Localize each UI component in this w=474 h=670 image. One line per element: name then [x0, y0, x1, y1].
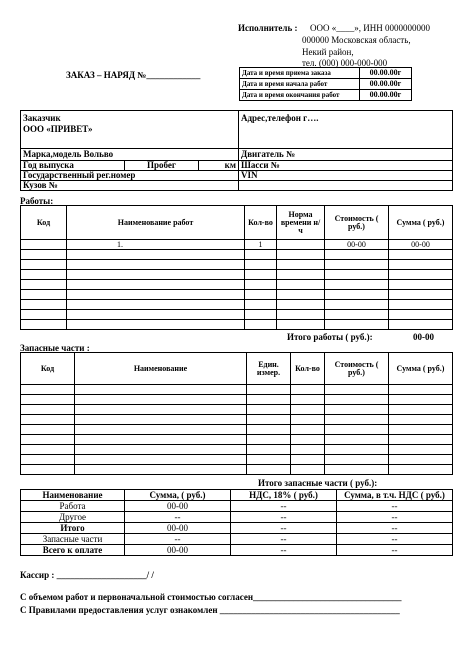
- summary-sum-cell: 00-00: [125, 545, 231, 556]
- empty-cell: [75, 455, 247, 465]
- parts-header-code: Код: [21, 353, 75, 385]
- empty-cell: [21, 435, 75, 445]
- empty-cell: [67, 310, 245, 320]
- table-row: [21, 240, 453, 250]
- empty-cell: [389, 415, 453, 425]
- empty-cell: [291, 385, 325, 395]
- parts-header-sum: Сумма ( руб.): [389, 353, 453, 385]
- cashier-line: Кассир : ____________________/ /: [20, 570, 154, 580]
- empty-cell: [325, 300, 389, 310]
- table-row: [21, 250, 453, 260]
- dates-table: [239, 67, 412, 101]
- table-row: [21, 465, 453, 475]
- empty-cell: [277, 280, 325, 290]
- works-total-value: 00-00: [413, 332, 434, 342]
- empty-cell: [247, 445, 291, 455]
- empty-cell: [67, 260, 245, 270]
- works-header-norm: Норма времени н/ч: [277, 206, 325, 240]
- summary-table: [20, 489, 453, 556]
- summary-name-cell: Работа: [21, 501, 125, 512]
- empty-cell: [67, 250, 245, 260]
- summary-sum-cell: 00-00: [125, 523, 231, 534]
- summary-header-vat: НДС, 18% ( руб.): [231, 490, 337, 501]
- empty-cell: [325, 395, 389, 405]
- table-row: [21, 523, 453, 534]
- empty-cell: [389, 250, 453, 260]
- summary-name-cell: Запасные части: [21, 534, 125, 545]
- summary-total-cell: --: [337, 501, 453, 512]
- empty-cell: [325, 320, 389, 330]
- summary-name-cell: Другое: [21, 512, 125, 523]
- empty-cell: [389, 280, 453, 290]
- customer-name: ООО «ПРИВЕТ»: [23, 124, 93, 134]
- works-row1-cost: 00-00: [325, 240, 389, 250]
- empty-cell: [325, 465, 389, 475]
- empty-cell: [389, 300, 453, 310]
- summary-total-cell: --: [337, 534, 453, 545]
- empty-cell: [277, 250, 325, 260]
- empty-cell: [21, 445, 75, 455]
- empty-cell: [325, 435, 389, 445]
- empty-cell: [325, 385, 389, 395]
- table-row: [21, 405, 453, 415]
- empty-cell: [389, 290, 453, 300]
- empty-cell: [277, 310, 325, 320]
- empty-cell: [389, 425, 453, 435]
- parts-section-label: Запасные части :: [20, 343, 90, 353]
- summary-name-cell: Итого: [21, 523, 125, 534]
- parts-header-cost: Стоимость ( руб.): [325, 353, 389, 385]
- table-row: [21, 280, 453, 290]
- empty-cell: [277, 300, 325, 310]
- table-row: [21, 435, 453, 445]
- empty-cell: [389, 395, 453, 405]
- agree-line: С объемом работ и первоначальной стоимостью согласен_________________________________: [20, 592, 402, 602]
- empty-cell: [389, 385, 453, 395]
- empty-cell: [245, 320, 277, 330]
- empty-cell: [247, 385, 291, 395]
- vehicle-year: Год выпуска: [21, 161, 125, 171]
- table-row: [21, 415, 453, 425]
- table-row: [21, 445, 453, 455]
- date-end-value: 00.00.00г: [360, 90, 412, 101]
- empty-cell: [21, 280, 67, 290]
- empty-cell: [245, 260, 277, 270]
- empty-cell: [21, 465, 75, 475]
- table-row: [21, 395, 453, 405]
- empty-cell: [245, 250, 277, 260]
- summary-vat-cell: --: [231, 545, 337, 556]
- empty-cell: [21, 415, 75, 425]
- executor-line4: тел. (000) 000-000-000: [302, 58, 388, 68]
- date-start-label: Дата и время начала работ: [240, 79, 360, 90]
- table-row: [21, 455, 453, 465]
- summary-total-cell: --: [337, 523, 453, 534]
- executor-line1: ООО «____», ИНН 0000000000: [310, 23, 430, 33]
- empty-cell: [291, 395, 325, 405]
- date-received-label: Дата и время приема заказа: [240, 68, 360, 79]
- empty-cell: [291, 425, 325, 435]
- vehicle-reg-number: Государственный рег.номер: [21, 171, 239, 181]
- table-row: [21, 425, 453, 435]
- works-table: [20, 205, 453, 330]
- empty-cell: [389, 320, 453, 330]
- empty-cell: [245, 300, 277, 310]
- empty-cell: [325, 260, 389, 270]
- empty-cell: [75, 425, 247, 435]
- empty-cell: [325, 455, 389, 465]
- vehicle-mileage: Пробег: [125, 161, 199, 171]
- empty-cell: [325, 290, 389, 300]
- rules-line: С Правилами предоставления услуг ознакомлен ________________________________________: [20, 605, 400, 615]
- empty-cell: [21, 300, 67, 310]
- summary-sum-cell: 00-00: [125, 501, 231, 512]
- works-header-qty: Кол-во: [245, 206, 277, 240]
- empty-cell: [325, 415, 389, 425]
- summary-total-cell: --: [337, 512, 453, 523]
- summary-vat-cell: --: [231, 512, 337, 523]
- empty-cell: [239, 181, 453, 191]
- empty-cell: [247, 415, 291, 425]
- works-header-name: Наименование работ: [67, 206, 245, 240]
- empty-cell: [247, 435, 291, 445]
- empty-cell: [247, 465, 291, 475]
- works-header-sum: Сумма ( руб.): [389, 206, 453, 240]
- table-row: [21, 260, 453, 270]
- executor-line3: Некий район,: [302, 47, 354, 57]
- table-row: [21, 290, 453, 300]
- vehicle-body: Кузов №: [21, 181, 239, 191]
- date-start-value: 00.00.00г: [360, 79, 412, 90]
- summary-sum-cell: --: [125, 512, 231, 523]
- date-end-label: Дата и время окончания работ: [240, 90, 360, 101]
- empty-cell: [325, 310, 389, 320]
- table-row: [21, 545, 453, 556]
- empty-cell: [277, 260, 325, 270]
- empty-cell: [325, 405, 389, 415]
- empty-cell: [21, 250, 67, 260]
- works-section-label: Работы:: [20, 196, 54, 206]
- empty-cell: [245, 310, 277, 320]
- empty-cell: [389, 270, 453, 280]
- table-row: [21, 270, 453, 280]
- table-row: [21, 310, 453, 320]
- empty-cell: [291, 435, 325, 445]
- executor-line2: 000000 Московская область,: [302, 35, 411, 45]
- empty-cell: [277, 270, 325, 280]
- empty-cell: [245, 290, 277, 300]
- parts-total-label: Итого запасные части ( руб.):: [258, 478, 378, 488]
- summary-vat-cell: --: [231, 501, 337, 512]
- empty-cell: [21, 425, 75, 435]
- vehicle-km: км: [199, 161, 239, 171]
- empty-cell: [277, 290, 325, 300]
- empty-cell: [389, 465, 453, 475]
- customer-vehicle-table: [20, 110, 453, 191]
- vehicle-make-model: Марка,модель Вольво: [21, 149, 239, 161]
- vehicle-vin: VIN: [239, 171, 453, 181]
- summary-vat-cell: --: [231, 534, 337, 545]
- empty-cell: [247, 425, 291, 435]
- empty-cell: [75, 465, 247, 475]
- empty-cell: [247, 395, 291, 405]
- customer-cell: [21, 111, 239, 149]
- works-row1-qty: 1: [245, 240, 277, 250]
- empty-cell: [291, 415, 325, 425]
- summary-vat-cell: --: [231, 523, 337, 534]
- empty-cell: [389, 445, 453, 455]
- empty-cell: [21, 270, 67, 280]
- empty-cell: [245, 270, 277, 280]
- empty-cell: [67, 270, 245, 280]
- empty-cell: [389, 260, 453, 270]
- empty-cell: [389, 405, 453, 415]
- empty-cell: [21, 405, 75, 415]
- empty-cell: [21, 310, 67, 320]
- empty-cell: [291, 445, 325, 455]
- empty-cell: [21, 290, 67, 300]
- works-row1-name: 1.: [67, 240, 245, 250]
- order-title: ЗАКАЗ – НАРЯД №____________: [66, 70, 201, 80]
- table-row: [21, 501, 453, 512]
- works-row1-sum: 00-00: [389, 240, 453, 250]
- empty-cell: [245, 280, 277, 290]
- empty-cell: [21, 320, 67, 330]
- table-row: [21, 385, 453, 395]
- empty-cell: [67, 280, 245, 290]
- empty-cell: [291, 405, 325, 415]
- empty-cell: [75, 415, 247, 425]
- empty-cell: [277, 320, 325, 330]
- empty-cell: [325, 445, 389, 455]
- table-row: [21, 320, 453, 330]
- empty-cell: [21, 395, 75, 405]
- empty-cell: [75, 405, 247, 415]
- works-total-label: Итого работы ( руб.):: [287, 332, 373, 342]
- table-row: [21, 534, 453, 545]
- address-cell: Адрес,телефон г….: [239, 111, 453, 149]
- empty-cell: [389, 455, 453, 465]
- empty-cell: [75, 445, 247, 455]
- summary-sum-cell: --: [125, 534, 231, 545]
- vehicle-engine: Двигатель №: [239, 149, 453, 161]
- empty-cell: [247, 405, 291, 415]
- summary-header-total: Сумма, в т.ч. НДС ( руб.): [337, 490, 453, 501]
- summary-header-name: Наименование: [21, 490, 125, 501]
- parts-header-qty: Кол-во: [291, 353, 325, 385]
- empty-cell: [291, 455, 325, 465]
- empty-cell: [389, 310, 453, 320]
- empty-cell: [67, 300, 245, 310]
- empty-cell: [325, 280, 389, 290]
- empty-cell: [21, 455, 75, 465]
- customer-label: Заказчик: [23, 113, 61, 123]
- executor-label: Исполнитель :: [238, 23, 298, 33]
- date-received-value: 00.00.00г: [360, 68, 412, 79]
- table-row: [21, 512, 453, 523]
- works-header-cost: Стоимость ( руб.): [325, 206, 389, 240]
- empty-cell: [67, 290, 245, 300]
- empty-cell: [291, 465, 325, 475]
- parts-header-name: Наименование: [75, 353, 247, 385]
- empty-cell: [75, 395, 247, 405]
- empty-cell: [247, 455, 291, 465]
- empty-cell: [21, 385, 75, 395]
- empty-cell: [325, 270, 389, 280]
- summary-name-cell: Всего к оплате: [21, 545, 125, 556]
- empty-cell: [75, 435, 247, 445]
- parts-header-unit: Един. измер.: [247, 353, 291, 385]
- empty-cell: [75, 385, 247, 395]
- empty-cell: [389, 435, 453, 445]
- summary-header-sum: Сумма, ( руб.): [125, 490, 231, 501]
- empty-cell: [325, 425, 389, 435]
- summary-total-cell: --: [337, 545, 453, 556]
- works-header-code: Код: [21, 206, 67, 240]
- empty-cell: [325, 250, 389, 260]
- table-row: [21, 300, 453, 310]
- empty-cell: [21, 260, 67, 270]
- vehicle-chassis: Шасси №: [239, 161, 453, 171]
- parts-table: [20, 352, 453, 475]
- empty-cell: [67, 320, 245, 330]
